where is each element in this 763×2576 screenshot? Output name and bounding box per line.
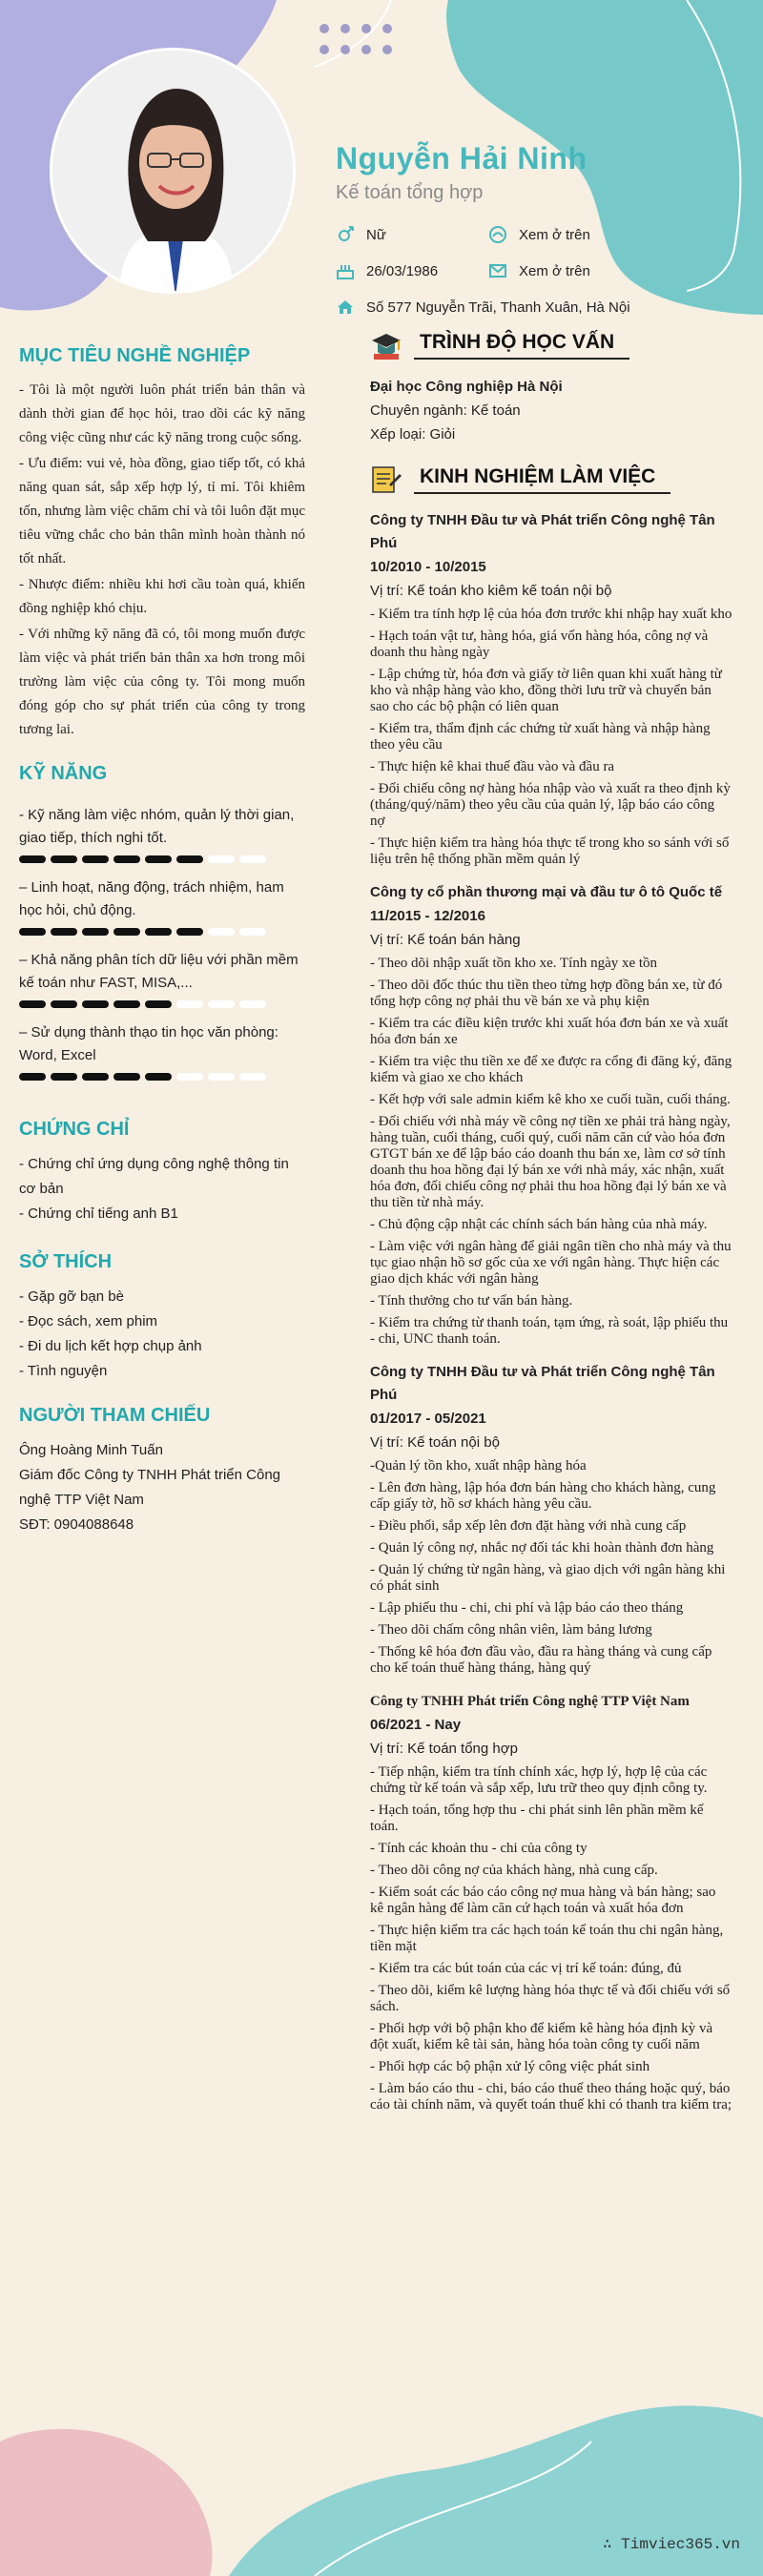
skill-item — [19, 876, 305, 936]
job-task: - Theo dõi, kiểm kê lượng hàng hóa thực tế và đối chiếu với sổ sách. — [370, 1983, 731, 2014]
profile-header — [336, 141, 736, 317]
experience-header — [370, 464, 732, 496]
school-name: Đại học Công nghiệp Hà Nội — [370, 379, 563, 395]
job-task: -Quản lý tồn kho, xuất nhập hàng hóa — [370, 1458, 587, 1473]
objective-paragraph: - Ưu điểm: vui vẻ, hòa đồng, giao tiếp tốt, có khả năng quan sát, sắp xếp hợp lý, tỉ mỉ. Tôi khiêm tốn, nhưng làm việc chăm chỉ và tôi luôn đặt mục tiêu vững chắc cho bản thân mình hoàn thành nó tốt nhất. — [19, 456, 305, 567]
education-header — [370, 329, 732, 361]
hobby-item: - Đi du lịch kết hợp chụp ảnh — [19, 1338, 202, 1354]
skill-dot-filled — [145, 855, 172, 863]
job-task: - Thực hiện kê khai thuế đầu vào và đầu ra — [370, 759, 615, 774]
hobby-item: - Tình nguyện — [19, 1363, 108, 1379]
skill-dot-filled — [113, 1073, 140, 1081]
job-task: - Kiểm soát các báo cáo công nợ mua hàng và bán hàng; sao kê ngân hàng để làm căn cứ hạch toán và xuất hóa đơn — [370, 1885, 716, 1916]
phone-item — [488, 261, 698, 280]
job-task: - Kiểm tra tính hợp lệ của hóa đơn trước khi nhập hay xuất kho — [370, 607, 732, 622]
objective-paragraph: - Với những kỹ năng đã có, tôi mong muốn được làm việc và phát triển bản thân xa hơn trong môi trường làm việc của công ty. Tôi mong muốn đóng góp cho sự phát triển của công ty trong tương lai. — [19, 627, 305, 737]
job-period: 10/2010 - 10/2015 — [370, 559, 486, 575]
contact-info — [336, 225, 736, 317]
skill-dot-empty — [239, 1073, 266, 1081]
job-task: - Thực hiện kiểm tra hàng hóa thực tế trong kho so sánh với số liệu trên hệ thống phần mềm quản lý — [370, 835, 730, 867]
skill-dot-filled — [145, 928, 172, 936]
skill-dot-filled — [113, 928, 140, 936]
job-task: - Đối chiếu với nhà máy về công nợ tiền xe phải trả hàng ngày, hàng tuần, cuối tháng, cuối quý, cuối năm căn cứ vào hóa đơn GTGT bán xe để lập báo cáo doanh thu bán xe, làm cơ sở tính doanh thu hoa hồng đại lý bán xe với nhà máy, xác nhận, xuất hóa đơn, đối chiếu công nợ phải thu hoa hồng đại lý bán xe và thu tiền từ nhà máy. — [370, 1114, 731, 1210]
job-position: Vị trí: Kế toán bán hàng — [370, 932, 521, 948]
skill-dot-filled — [19, 855, 46, 863]
home-icon — [336, 298, 355, 317]
avatar — [50, 48, 296, 294]
education-section — [370, 329, 732, 446]
skill-dot-empty — [239, 928, 266, 936]
candidate-name: Nguyễn Hải Ninh — [336, 141, 588, 175]
birthdate-text: 26/03/1986 — [366, 262, 439, 279]
logo-dots-icon: ∴ — [602, 2536, 622, 2553]
job-task: - Hạch toán, tổng hợp thu - chi phát sinh lên phần mềm kế toán. — [370, 1803, 704, 1834]
skill-dot-filled — [51, 928, 77, 936]
job-task: - Làm báo cáo thu - chi, báo cáo thuế theo tháng hoặc quý, báo cáo tài chính năm, và quyết toán thuế khi có thanh tra kiểm tra; — [370, 2081, 732, 2112]
skill-item — [19, 804, 305, 863]
job-period: 11/2015 - 12/2016 — [370, 908, 485, 924]
cake-icon — [336, 261, 355, 280]
skills-section — [19, 763, 305, 1081]
skill-dot-filled — [176, 855, 203, 863]
email-text[interactable]: Xem ở trên — [519, 226, 590, 243]
hobby-item: - Gặp gỡ bạn bè — [19, 1288, 124, 1305]
skill-dot-filled — [51, 855, 77, 863]
skill-dot-filled — [82, 1000, 109, 1008]
job-task: - Chủ động cập nhật các chính sách bán hàng của nhà máy. — [370, 1217, 708, 1232]
skill-text: – Linh hoạt, năng động, trách nhiệm, ham học hỏi, chủ động. — [19, 879, 284, 918]
job-task: - Tính các khoản thu - chi của công ty — [370, 1841, 588, 1856]
certificates-section — [19, 1119, 305, 1226]
hobby-item: - Đọc sách, xem phim — [19, 1313, 158, 1329]
job-entry — [370, 1361, 732, 1677]
job-task: - Quản lý công nợ, nhắc nợ đối tác khi hoàn thành đơn hàng — [370, 1540, 714, 1556]
skill-dot-filled — [113, 1000, 140, 1008]
job-entry — [370, 881, 732, 1348]
job-task: - Kiểm tra, thẩm định các chứng từ xuất hàng và nhập hàng theo yêu cầu — [370, 721, 711, 752]
job-task: - Lập chứng từ, hóa đơn và giấy tờ liên quan khi xuất hàng từ kho và nhập hàng vào kho, đồng thời lưu trữ và chuyển bản sao cho các bộ phận có liên quan — [370, 667, 722, 714]
skill-dot-filled — [82, 855, 109, 863]
objective-paragraph: - Tôi là một người luôn phát triển bản thân và dành thời gian để học hỏi, trao dồi các kỹ năng công việc cũng như các kỹ năng trong cuộc sống. — [19, 382, 305, 445]
job-task: - Kiểm tra các điều kiện trước khi xuất hóa đơn bán xe và xuất hóa đơn bán xe — [370, 1016, 729, 1047]
skill-dot-filled — [145, 1073, 172, 1081]
job-task: - Kiểm tra các bút toán của các vị trí kế toán: đúng, đủ — [370, 1961, 682, 1976]
objective-title: MỤC TIÊU NGHỀ NGHIỆP — [19, 345, 251, 366]
skill-item — [19, 1021, 305, 1081]
gender-text: Nữ — [366, 226, 386, 243]
job-task: - Kiểm tra chứng từ thanh toán, tạm ứng, rà soát, lập phiếu thu - chi, UNC thanh toán. — [370, 1315, 729, 1347]
job-task: - Lập phiếu thu - chi, chi phí và lập báo cáo theo tháng — [370, 1600, 684, 1616]
skill-dot-filled — [19, 1000, 46, 1008]
objective-paragraph: - Nhược điểm: nhiều khi hơi cầu toàn quá, khiến đồng nghiệp khó chịu. — [19, 577, 305, 616]
skill-dot-filled — [145, 1000, 172, 1008]
phone-text[interactable]: Xem ở trên — [519, 262, 590, 279]
footer-brand-text: Timviec365.vn — [621, 2536, 740, 2553]
objective-section — [19, 345, 305, 742]
job-task: - Làm việc với ngân hàng để giải ngân tiền cho nhà máy và thu tục giao nhận hồ sơ gốc của xe với ngân hàng. Thực hiện các giao dịch khác với ngân hàng — [370, 1239, 732, 1287]
skill-rating — [19, 1000, 305, 1008]
address-item — [336, 298, 698, 317]
envelope-icon — [488, 261, 507, 280]
skill-text: – Khả năng phân tích dữ liệu với phần mềm kế toán như FAST, MISA,... — [19, 952, 299, 991]
job-task: - Phối hợp các bộ phận xử lý công việc phát sinh — [370, 2059, 650, 2074]
white-curve-top — [315, 0, 391, 67]
email-item — [488, 225, 698, 244]
briefcase-icon — [370, 464, 402, 496]
job-task: - Theo dõi nhập xuất tồn kho xe. Tính ngày xe tồn — [370, 956, 658, 971]
skill-dot-filled — [51, 1073, 77, 1081]
job-entry — [370, 1690, 732, 2113]
references-section — [19, 1405, 305, 1537]
avatar-portrait-icon — [52, 51, 296, 294]
skill-dot-empty — [239, 855, 266, 863]
right-column — [370, 329, 732, 2127]
job-position: Vị trí: Kế toán nội bộ — [370, 1434, 500, 1451]
job-position: Vị trí: Kế toán tổng hợp — [370, 1741, 518, 1757]
skill-dot-empty — [208, 1000, 235, 1008]
skill-text: - Kỹ năng làm việc nhóm, quản lý thời gian, giao tiếp, thích nghi tốt. — [19, 807, 295, 846]
education-grade: Xếp loại: Giỏi — [370, 426, 456, 443]
birthdate-item — [336, 261, 488, 280]
job-task: - Theo dõi chấm công nhân viên, làm bảng lương — [370, 1622, 652, 1638]
hobbies-title: SỞ THÍCH — [19, 1251, 113, 1272]
job-task: - Quản lý chứng từ ngân hàng, và giao dịch với ngân hàng khi có phát sinh — [370, 1562, 726, 1594]
skills-title: KỸ NĂNG — [19, 763, 108, 784]
education-major: Chuyên ngành: Kế toán — [370, 402, 521, 419]
reference-phone: SĐT: 0904088648 — [19, 1516, 134, 1533]
job-task: - Thống kê hóa đơn đầu vào, đầu ra hàng tháng và cung cấp cho kế toán thuế hàng tháng, hàng quý — [370, 1644, 712, 1676]
job-period: 06/2021 - Nay — [370, 1717, 462, 1733]
skill-dot-filled — [19, 1073, 46, 1081]
references-title: NGƯỜI THAM CHIẾU — [19, 1405, 211, 1426]
skill-dot-empty — [208, 928, 235, 936]
reference-name: Ông Hoàng Minh Tuấn — [19, 1442, 163, 1458]
job-entry — [370, 509, 732, 868]
experience-section — [370, 464, 732, 2113]
skill-dot-filled — [19, 928, 46, 936]
skill-dot-empty — [176, 1073, 203, 1081]
skill-dot-filled — [176, 928, 203, 936]
email-icon — [488, 225, 507, 244]
skill-dot-empty — [239, 1000, 266, 1008]
certificates-title: CHỨNG CHỈ — [19, 1119, 130, 1140]
dot-grid — [320, 24, 392, 54]
job-task: - Thực hiện kiểm tra các hạch toán kế toán thu chi ngân hàng, tiền mặt — [370, 1923, 724, 1954]
experience-title: KINH NGHIỆM LÀM VIỆC — [414, 465, 670, 494]
skill-rating — [19, 855, 305, 863]
job-task: - Theo dõi đốc thúc thu tiền theo từng hợp đồng bán xe, từ đó tổng hợp công nợ phải thu về bán xe và phụ kiện — [370, 978, 723, 1009]
skill-dot-filled — [113, 855, 140, 863]
skill-dot-filled — [51, 1000, 77, 1008]
job-task: - Kết hợp với sale admin kiểm kê kho xe cuối tuần, cuối tháng. — [370, 1092, 731, 1107]
gender-icon — [336, 225, 355, 244]
skill-rating — [19, 928, 305, 936]
job-title: Kế toán tổng hợp — [336, 182, 484, 203]
job-task: - Phối hợp với bộ phận kho để kiểm kê hàng hóa định kỳ và đột xuất, kiểm kê tài sản, hàng hóa toàn công ty cuối năm — [370, 2021, 713, 2052]
job-task: - Tính thưởng cho tư vấn bán hàng. — [370, 1293, 573, 1309]
skill-text: – Sử dụng thành thạo tin học văn phòng: Word, Excel — [19, 1024, 278, 1063]
footer-brand[interactable] — [603, 2534, 740, 2553]
skill-dot-empty — [208, 1073, 235, 1081]
job-period: 01/2017 - 05/2021 — [370, 1411, 486, 1427]
certificate-item: - Chứng chỉ tiếng anh B1 — [19, 1206, 178, 1222]
gender-item — [336, 225, 488, 244]
certificate-item: - Chứng chỉ ứng dụng công nghệ thông tin cơ bản — [19, 1156, 289, 1197]
skill-dot-empty — [176, 1000, 203, 1008]
company-name: Công ty TNHH Phát triển Công nghệ TTP Việt Nam — [370, 1694, 690, 1709]
company-name: Công ty TNHH Đầu tư và Phát triển Công nghệ Tân Phú — [370, 512, 715, 551]
skill-rating — [19, 1073, 305, 1081]
job-position: Vị trí: Kế toán kho kiêm kế toán nội bộ — [370, 583, 612, 599]
company-name: Công ty cổ phần thương mại và đầu tư ô tô Quốc tế — [370, 884, 723, 900]
job-task: - Đối chiếu công nợ hàng hóa nhập vào và xuất ra theo định kỳ (tháng/quý/năm) theo yêu cầu của quản lý, lập báo cáo công nợ — [370, 781, 731, 829]
address-text: Số 577 Nguyễn Trãi, Thanh Xuân, Hà Nội — [366, 299, 630, 316]
education-title: TRÌNH ĐỘ HỌC VẤN — [414, 331, 629, 360]
skill-dot-empty — [208, 855, 235, 863]
hobbies-section — [19, 1251, 305, 1384]
job-task: - Kiểm tra việc thu tiền xe để xe được ra cổng đi đăng ký, đăng kiểm và giao xe cho khách — [370, 1054, 732, 1085]
skill-dot-filled — [82, 1073, 109, 1081]
job-task: - Theo dõi công nợ của khách hàng, nhà cung cấp. — [370, 1863, 658, 1878]
pink-blob-bottom-left — [0, 2429, 213, 2576]
job-task: - Lên đơn hàng, lập hóa đơn bán hàng cho khách hàng, cung cấp giấy tờ, hồ sơ khách hàng yêu cầu. — [370, 1480, 716, 1512]
company-name: Công ty TNHH Đầu tư và Phát triển Công nghệ Tân Phú — [370, 1364, 715, 1403]
left-column — [19, 345, 305, 1537]
skill-item — [19, 949, 305, 1008]
skill-dot-filled — [82, 928, 109, 936]
graduation-cap-icon — [370, 329, 402, 361]
reference-position: Giám đốc Công ty TNHH Phát triển Công nghệ TTP Việt Nam — [19, 1467, 281, 1508]
job-task: - Tiếp nhận, kiểm tra tính chính xác, hợp lý, hợp lệ của các chứng từ kế toán và sắp xếp, lưu trữ theo quy định công ty. — [370, 1764, 708, 1796]
job-task: - Điều phối, sắp xếp lên đơn đặt hàng với nhà cung cấp — [370, 1518, 687, 1534]
job-task: - Hạch toán vật tư, hàng hóa, giá vốn hàng hóa, công nợ và doanh thu hàng ngày — [370, 629, 709, 660]
